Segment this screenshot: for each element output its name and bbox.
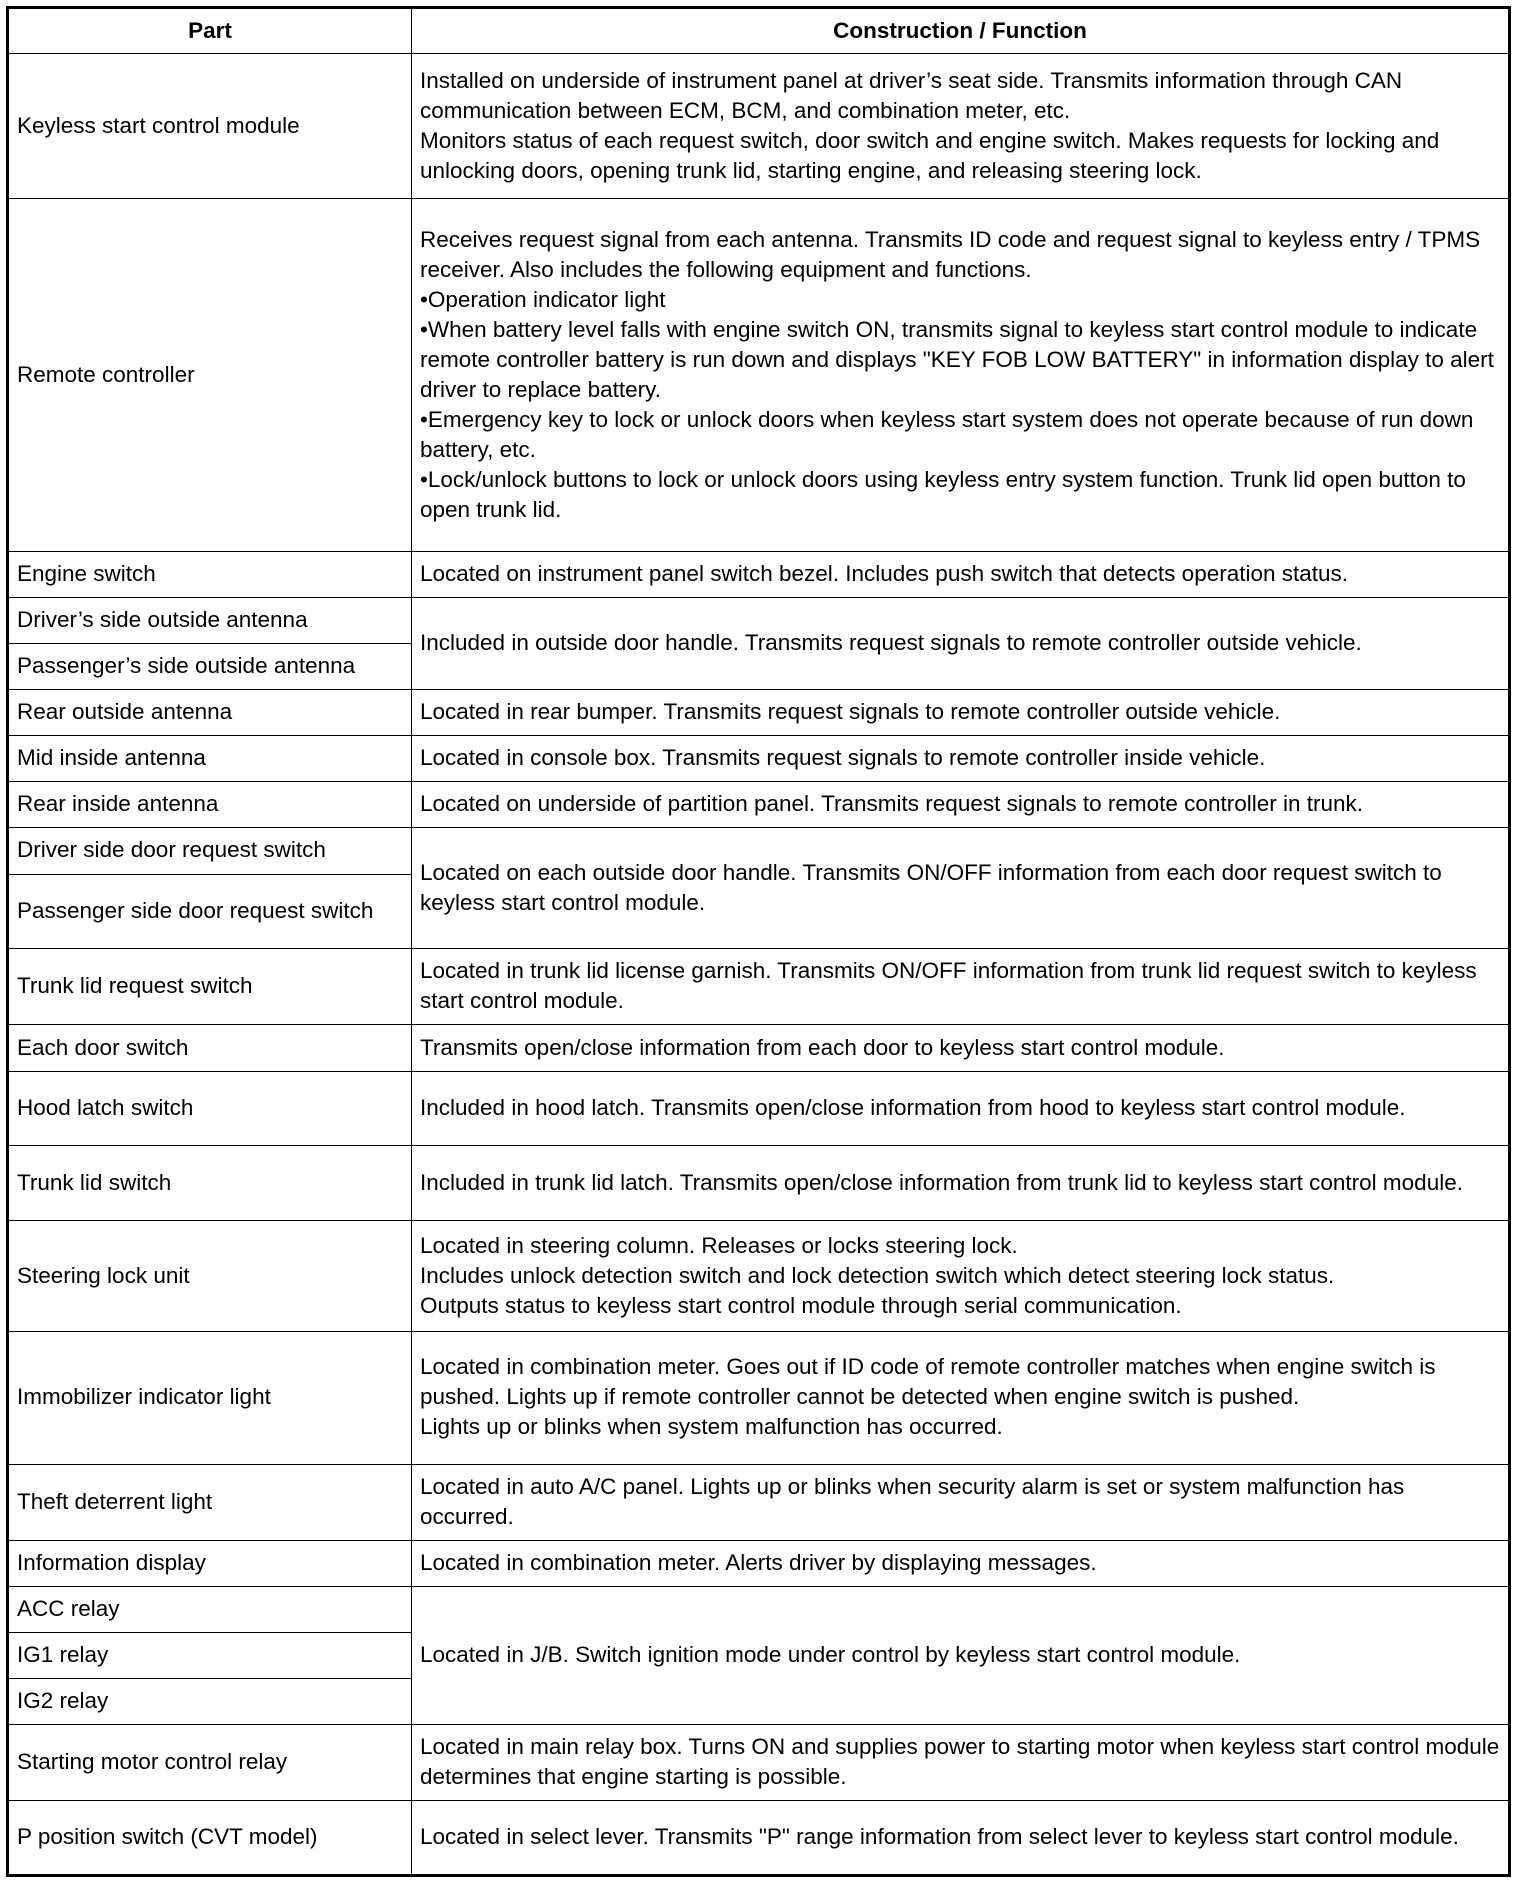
table-row [8,1540,1510,1586]
function-text-line: Located in console box. Transmits request signals to remote controller inside vehicle. [420,745,1266,771]
part-column-header: Part [8,8,412,54]
table-row [8,597,1510,643]
part-cell: Immobilizer indicator light [8,1331,412,1464]
function-cell [412,1540,1510,1586]
table-row [8,1464,1510,1540]
part-cell: Steering lock unit [8,1221,412,1332]
part-cell: P position switch (CVT model) [8,1800,412,1875]
part-cell: Passenger’s side outside antenna [8,644,412,690]
parts-function-table [6,6,1511,1877]
function-text-line: Located in trunk lid license garnish. Transmits ON/OFF information from trunk lid request switch to keyless start control module. [420,958,1477,1014]
function-text-line: Located on each outside door handle. Transmits ON/OFF information from each door request switch to keyless start control module. [420,859,1442,915]
function-text-line: Installed on underside of instrument panel at driver’s seat side. Transmits information through CAN communication between ECM, BCM, and combination meter, etc. [420,67,1403,123]
function-cell [412,199,1510,552]
part-cell: Trunk lid switch [8,1146,412,1221]
table-row [8,1071,1510,1146]
function-cell [412,1146,1510,1221]
function-column-header: Construction / Function [412,8,1510,54]
function-text-line: •When battery level falls with engine switch ON, transmits signal to keyless start control module to indicate remote controller battery is run down and displays "KEY FOB LOW BATTERY" in information display to alert driver to replace battery. [420,316,1494,402]
function-text-line: Located in auto A/C panel. Lights up or blinks when security alarm is set or system malfunction has occurred. [420,1473,1405,1529]
function-text-line: Receives request signal from each antenna. Transmits ID code and request signal to keyless entry / TPMS receiver. Also includes the following equipment and functions. [420,226,1481,282]
part-cell: Theft deterrent light [8,1464,412,1540]
function-cell [412,690,1510,736]
function-text-line: Lights up or blinks when system malfunction has occurred. [420,1414,1003,1440]
function-text-line: Located in select lever. Transmits "P" range information from select lever to keyless start control module. [420,1823,1459,1849]
function-cell [412,736,1510,782]
table-row [8,782,1510,828]
part-cell: Starting motor control relay [8,1724,412,1800]
part-cell: Rear outside antenna [8,690,412,736]
table-header-row [8,8,1510,54]
part-cell: IG1 relay [8,1632,412,1678]
table-row [8,1221,1510,1332]
function-cell [412,782,1510,828]
function-cell [412,1724,1510,1800]
function-text-line: Included in outside door handle. Transmits request signals to remote controller outside vehicle. [420,630,1362,656]
part-cell: ACC relay [8,1586,412,1632]
function-cell [412,1586,1510,1724]
function-text-line: Located in combination meter. Alerts driver by displaying messages. [420,1549,1097,1575]
part-cell: Engine switch [8,551,412,597]
table-body [8,54,1510,1876]
function-cell [412,54,1510,199]
function-cell [412,1464,1510,1540]
part-cell: Passenger side door request switch [8,874,412,949]
part-cell: Remote controller [8,199,412,552]
table-row [8,1724,1510,1800]
function-cell [412,597,1510,689]
table-row [8,690,1510,736]
function-cell [412,551,1510,597]
part-cell: Driver side door request switch [8,828,412,874]
function-text-line: Located on underside of partition panel. Transmits request signals to remote controller in trunk. [420,791,1364,817]
table-row [8,736,1510,782]
part-cell: Rear inside antenna [8,782,412,828]
table-row [8,1331,1510,1464]
table-row [8,1586,1510,1632]
function-cell [412,1221,1510,1332]
function-text-line: Located in rear bumper. Transmits request signals to remote controller outside vehicle. [420,699,1281,725]
part-cell: Driver’s side outside antenna [8,597,412,643]
function-text-line: Located in steering column. Releases or locks steering lock. [420,1232,1018,1258]
table-row [8,551,1510,597]
part-cell: Mid inside antenna [8,736,412,782]
table-row [8,1025,1510,1071]
table-row [8,828,1510,874]
table-row [8,949,1510,1025]
function-text-line: Located in combination meter. Goes out if ID code of remote controller matches when engine switch is pushed. Lights up if remote controller cannot be detected when engine switch is pushed. [420,1354,1436,1410]
table-row [8,54,1510,199]
table-row [8,1800,1510,1875]
table-row [8,199,1510,552]
function-text-line: Included in hood latch. Transmits open/close information from hood to keyless start control module. [420,1095,1406,1120]
function-text-line: Located on instrument panel switch bezel. Includes push switch that detects operation status. [420,560,1349,586]
function-text-line: Includes unlock detection switch and lock detection switch which detect steering lock status. [420,1262,1335,1288]
part-cell: IG2 relay [8,1678,412,1724]
part-cell: Information display [8,1540,412,1586]
function-text-line: •Emergency key to lock or unlock doors when keyless start system does not operate because of run down battery, etc. [420,406,1474,462]
function-cell [412,1331,1510,1464]
function-text-line: Located in J/B. Switch ignition mode under control by keyless start control module. [420,1641,1241,1667]
function-text-line: •Lock/unlock buttons to lock or unlock doors using keyless entry system function. Trunk lid open button to open trunk lid. [420,466,1466,522]
part-cell: Each door switch [8,1025,412,1071]
function-text-line: •Operation indicator light [420,286,666,312]
function-cell [412,1025,1510,1071]
function-cell [412,1800,1510,1875]
part-cell: Hood latch switch [8,1071,412,1146]
part-cell: Trunk lid request switch [8,949,412,1025]
table-row [8,1146,1510,1221]
function-text-line: Monitors status of each request switch, door switch and engine switch. Makes requests for locking and unlocking doors, opening trunk lid, starting engine, and releasing steering lock. [420,127,1440,183]
function-text-line: Located in main relay box. Turns ON and supplies power to starting motor when keyless start control module determines that engine starting is possible. [420,1733,1500,1789]
function-text-line: Transmits open/close information from each door to keyless start control module. [420,1034,1225,1060]
function-cell [412,828,1510,949]
part-cell: Keyless start control module [8,54,412,199]
function-cell [412,1071,1510,1146]
function-cell [412,949,1510,1025]
function-text-line: Included in trunk lid latch. Transmits open/close information from trunk lid to keyless start control module. [420,1169,1463,1195]
function-text-line: Outputs status to keyless start control module through serial communication. [420,1292,1182,1318]
